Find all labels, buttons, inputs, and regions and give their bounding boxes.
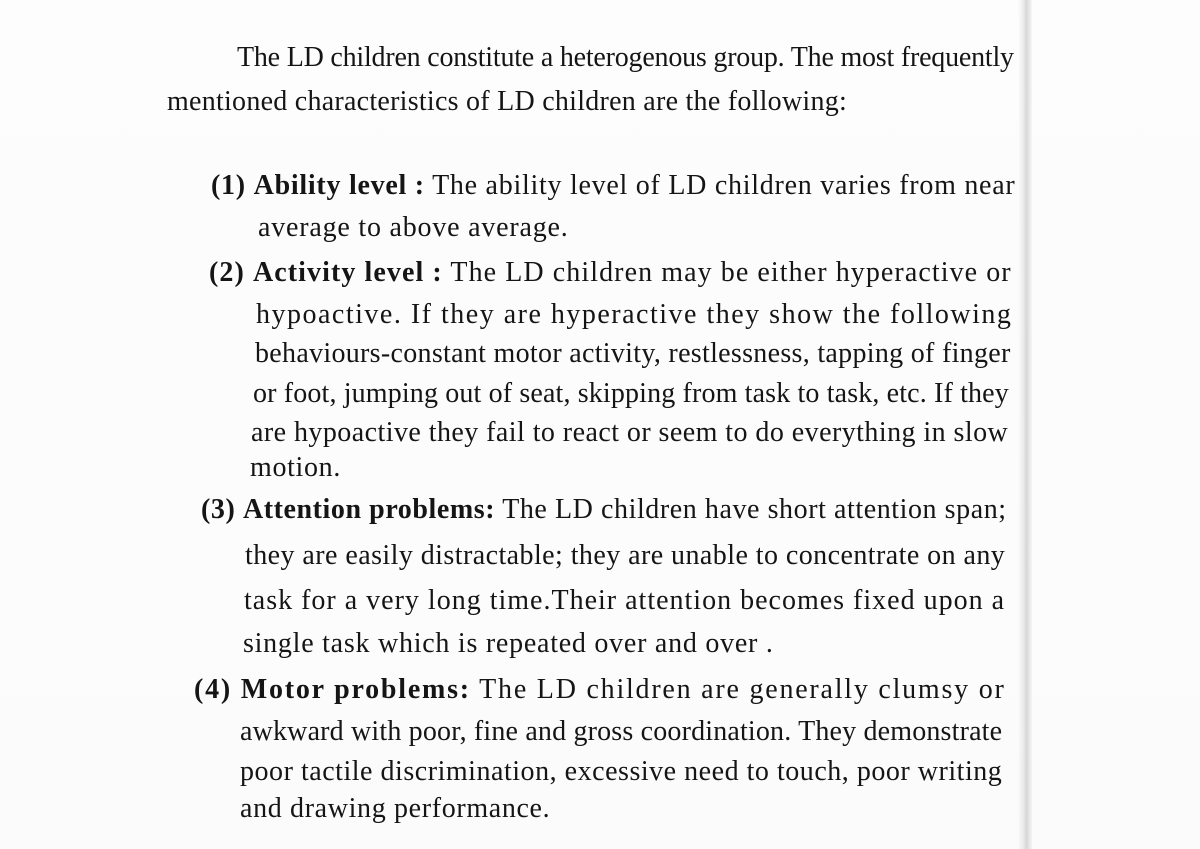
list-item-2-line-5: are hypoactive they fail to react or seem to do everything in slow — [251, 417, 1009, 448]
item-term: Activity level : — [252, 257, 443, 288]
list-item-4-first-line — [194, 674, 1006, 706]
item-text: The LD children may be either hyperactive or — [442, 257, 1012, 288]
intro-line-2: mentioned characteristics of LD children are the following: — [167, 86, 848, 117]
list-item-3-line-2: they are easily distractable; they are unable to concentrate on any — [245, 540, 1006, 571]
list-item-4-line-2: awkward with poor, fine and gross coordination. They demonstrate — [240, 716, 1003, 747]
item-number: (2) — [209, 257, 245, 288]
list-item-2-line-4: or foot, jumping out of seat, skipping from task to task, etc. If they — [253, 378, 1009, 409]
item-term: Ability level : — [253, 170, 425, 201]
list-item-1-line-2: average to above average. — [258, 212, 569, 243]
list-item-3-line-4: single task which is repeated over and over . — [243, 628, 774, 659]
item-number: (1) — [211, 170, 246, 201]
list-item-3-first-line — [201, 494, 1007, 526]
list-item-1-first-line — [211, 170, 1015, 202]
intro-line-1: The LD children constitute a heterogenous group. The most frequently — [237, 42, 1014, 73]
item-number: (4) — [194, 674, 232, 705]
list-item-2-line-3: behaviours-constant motor activity, restlessness, tapping of finger — [255, 338, 1011, 369]
list-item-2-line-2: hypoactive. If they are hyperactive they show the following — [256, 299, 1013, 330]
list-item-2-first-line — [209, 257, 1012, 289]
item-term: Motor problems: — [240, 674, 471, 705]
list-item-4-line-3: poor tactile discrimination, excessive need to touch, poor writing — [240, 756, 1003, 787]
item-term: Attention problems: — [242, 494, 496, 525]
item-text: The LD children are generally clumsy or — [470, 674, 1006, 705]
list-item-2-line-6: motion. — [250, 452, 342, 483]
item-text: The LD children have short attention span; — [495, 494, 1007, 525]
page-edge-shadow — [1018, 0, 1032, 849]
list-item-4-line-4: and drawing performance. — [240, 793, 551, 824]
item-text: The ability level of LD children varies from near — [424, 170, 1016, 201]
list-item-3-line-3: task for a very long time.Their attention becomes fixed upon a — [244, 585, 1006, 616]
item-number: (3) — [201, 494, 236, 525]
